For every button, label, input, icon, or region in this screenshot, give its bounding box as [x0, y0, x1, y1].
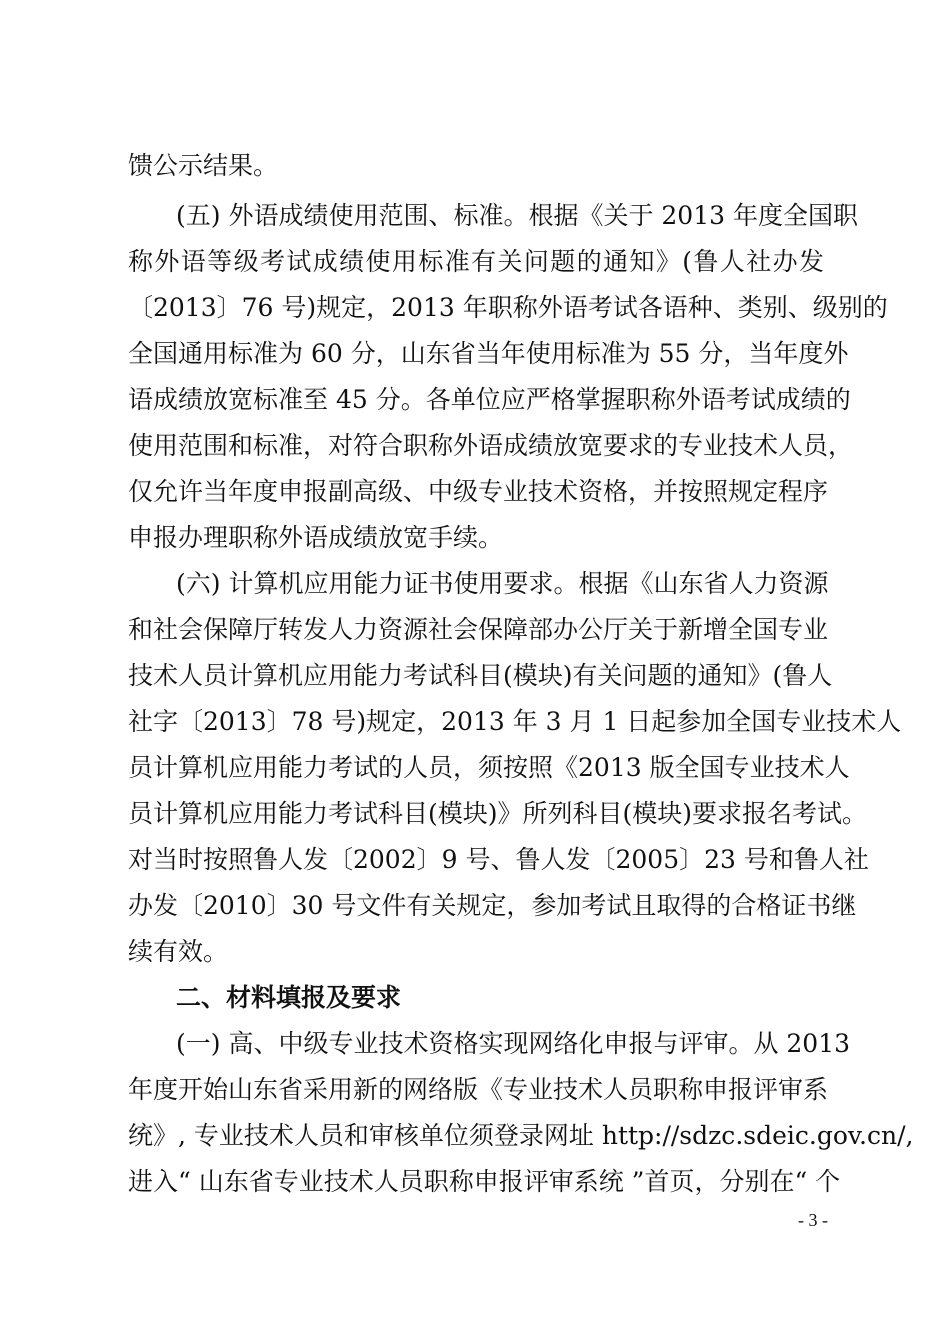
text-line: 申报办理职称外语成绩放宽手续。 [128, 523, 504, 552]
text-line-with-url: 统》, 专业技术人员和审核单位须登录网址 http://sdzc.sdeic.gov.cn/, [128, 1121, 914, 1150]
text-line: 年度开始山东省采用新的网络版《专业技术人员职称申报评审系 [128, 1075, 829, 1104]
page-number: - 3 - [798, 1210, 828, 1230]
text-line: 办发〔2010〕30 号文件有关规定，参加考试且取得的合格证书继 [128, 891, 857, 920]
text-line: 使用范围和标准，对符合职称外语成绩放宽要求的专业技术人员， [128, 431, 854, 460]
text-line: 员计算机应用能力考试的人员，须按照《2013 版全国专业技术人 [128, 753, 850, 782]
text-line: 仅允许当年度申报副高级、中级专业技术资格，并按照规定程序 [128, 477, 829, 506]
section-6-heading-line: (六) 计算机应用能力证书使用要求。根据《山东省人力资源 [176, 569, 829, 598]
text-line: 〔2013〕76 号)规定，2013 年职称外语考试各语种、类别、级别的 [128, 293, 888, 322]
text-line: 技术人员计算机应用能力考试科目(模块)有关问题的通知》(鲁人 [128, 661, 833, 690]
text-line: 员计算机应用能力考试科目(模块)》所列科目(模块)要求报名考试。 [128, 799, 868, 828]
section-5-heading-line: (五) 外语成绩使用范围、标准。根据《关于 2013 年度全国职 [176, 201, 858, 230]
text-line: 语成绩放宽标准至 45 分。各单位应严格掌握职称外语考试成绩的 [128, 385, 851, 414]
text-line: 进入“ 山东省专业技术人员职称申报评审系统 ”首页，分别在“ 个 [128, 1167, 841, 1196]
text-line: 和社会保障厅转发人力资源社会保障部办公厅关于新增全国专业 [128, 615, 829, 644]
text-line: 对当时按照鲁人发〔2002〕9 号、鲁人发〔2005〕23 号和鲁人社 [128, 845, 869, 874]
text-line: 续有效。 [128, 937, 229, 966]
section-heading: 二、材料填报及要求 [176, 983, 402, 1012]
text-line: 全国通用标准为 60 分，山东省当年使用标准为 55 分，当年度外 [128, 339, 849, 368]
text-line: 馈公示结果。 [128, 151, 279, 180]
text-line: 社字〔2013〕78 号)规定，2013 年 3 月 1 日起参加全国专业技术人 [128, 707, 902, 736]
subsection-1-heading-line: (一) 高、中级专业技术资格实现网络化申报与评审。从 2013 [176, 1029, 851, 1058]
text-line: 称外语等级考试成绩使用标准有关问题的通知》(鲁人社办发 [128, 247, 824, 276]
